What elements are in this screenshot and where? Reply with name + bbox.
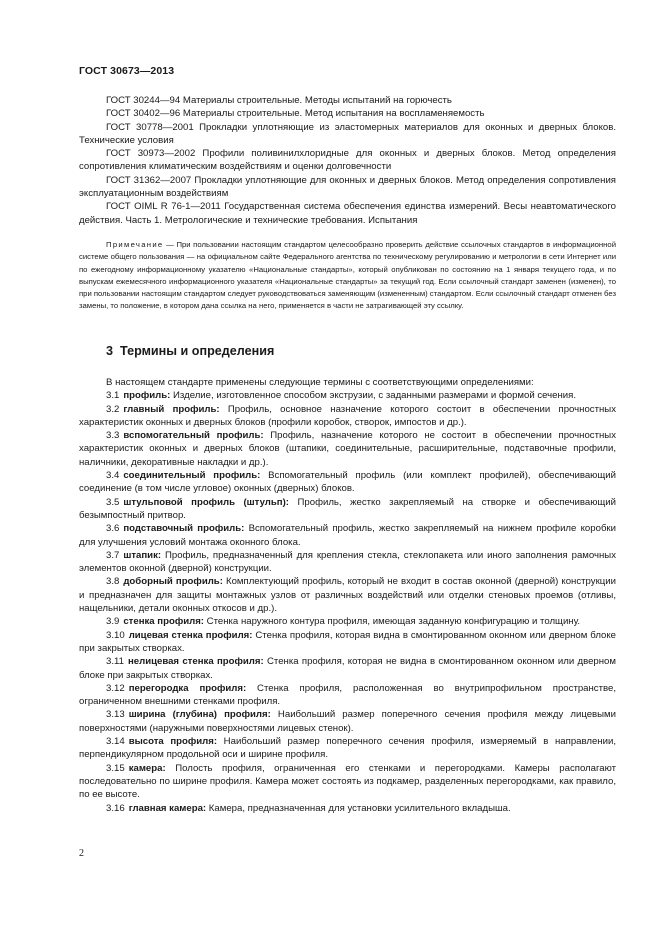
reference-item: ГОСТ 31362—2007 Прокладки уплотняющие для оконных и дверных блоков. Метод определения сопротивления эксплуатационным воздействиям: [79, 174, 616, 200]
term-definition: Комплектующий профиль, который не входит в состав оконной (дверной) конструкции и предназначен для защиты монтажных узлов от различных воздействий или отделки стеновых проемов (отливы, нащельники, детали оконных откосов и др.).: [79, 576, 616, 615]
note-block: [79, 239, 616, 313]
reference-item: ГОСТ 30402—96 Материалы строительные. Метод испытания на воспламеняемость: [106, 108, 485, 120]
term-item: [79, 389, 616, 402]
normative-references: [79, 94, 616, 227]
term-definition: Профиль, жестко закрепляемый на створке и обеспечивающий безымпостный притвор.: [79, 496, 617, 521]
term-name: главная камера:: [128, 802, 207, 814]
term-name: вспомогательный профиль:: [123, 430, 264, 442]
term-number: 3.15: [106, 762, 125, 774]
term-definition: Профиль, основное назначение которого состоит в обеспечении прочностных характеристик оконных и дверных блоков (профили коробок, створок, импостов и др.).: [79, 403, 616, 428]
term-definition: Стенка наружного контура профиля, имеющая заданную конфигурацию и толщину.: [204, 616, 581, 628]
term-number: 3.16: [106, 802, 125, 814]
term-item: [79, 469, 616, 496]
term-name: перегородка профиля:: [128, 682, 247, 694]
terms-intro: В настоящем стандарте применены следующие термины с соответствующими определениями:: [106, 377, 534, 388]
term-number: 3.13: [106, 709, 125, 721]
term-number: 3.2: [106, 403, 120, 415]
section-number: 3: [106, 344, 114, 358]
term-definition: Наибольший размер поперечного сечения профиля, измеряемый в направлении, перпендикулярном продольной оси и ширине профиля.: [79, 736, 616, 761]
term-definition: Полость профиля, ограниченная его стенками и перегородками. Камеры располагают последовательно по ширине профиля. Камера может состоять из подкамер, разделенных перегородками, как правило, по ее высоте.: [79, 762, 616, 801]
term-item: [79, 762, 616, 802]
term-number: 3.11: [106, 656, 124, 668]
term-definition: Изделие, изготовленное способом экструзии, с заданными размерами и формой сечения.: [170, 390, 577, 402]
term-definition: Профиль, назначение которого не состоит в обеспечении прочностных характеристик оконных и дверных блоков (штапики, соединительные, расширительные, подставочные профили, наличники, декоративные накладки и др.).: [79, 430, 616, 468]
term-item: [79, 429, 616, 469]
term-name: высота профиля:: [128, 736, 218, 748]
term-item: [79, 802, 616, 815]
term-item: [79, 735, 616, 762]
term-number: 3.10: [106, 629, 125, 641]
term-item: [79, 549, 616, 576]
term-name: ширина (глубина) профиля:: [128, 709, 271, 721]
term-name: штапик:: [123, 549, 162, 561]
note-text: — При пользовании настоящим стандартом целесообразно проверить действие ссылочных стандартов в информационной системе общего пользования — на официальном сайте Федерального агентства по техническому регулированию и метрологии в сети Интернет или по ежегодному информационному указателю «Национальные стандарты», который опубликован по состоянию на 1 января текущего года, и по выпускам ежемесячного информационного указателя «Национальные стандарты» за текущий год. Если ссылочный стандарт заменен (изменен), то при пользовании настоящим стандартом следует руководствоваться заменяющим (измененным) стандартом. Если ссылочный стандарт отменен без замены, то положение, в котором дана ссылка на него, применяется в части не затрагивающей эту ссылку.: [79, 240, 616, 311]
term-definition: Камера, предназначенная для установки усилительного вкладыша.: [206, 802, 511, 814]
term-item: [79, 575, 616, 615]
term-item: [79, 682, 616, 709]
term-item: [79, 708, 616, 735]
note-lead: Примечание: [106, 240, 164, 249]
term-name: подставочный профиль:: [123, 523, 245, 535]
term-number: 3.3: [106, 430, 120, 442]
term-number: 3.5: [106, 496, 120, 508]
term-item: [79, 403, 616, 430]
term-definition: Стенка профиля, которая видна в смонтированном оконном или дверном блоке при закрытых створках.: [79, 629, 616, 654]
page-number: 2: [79, 848, 84, 859]
term-definition: Наибольший размер поперечного сечения профиля между лицевыми поверхностями (наружными поверхностями лицевых стенок).: [79, 709, 616, 734]
reference-item: ГОСТ 30244—94 Материалы строительные. Методы испытаний на горючесть: [106, 95, 452, 106]
term-number: 3.14: [106, 736, 125, 748]
term-definition: Стенка профиля, расположенная во внутрипрофильном пространстве, ограниченном внешними стенками профиля.: [79, 682, 616, 708]
term-number: 3.9: [106, 616, 120, 628]
term-definition: Вспомогательный профиль (или комплект профилей), обеспечивающий соединение (в том числе угловое) оконных (дверных) блоков.: [79, 470, 616, 495]
term-item: [79, 655, 616, 682]
term-name: стенка профиля:: [123, 616, 205, 628]
term-definition: Стенка профиля, которая не видна в смонтированном оконном или дверном блоке при закрытых створках.: [79, 656, 616, 681]
note-paragraph: [79, 239, 616, 313]
document-header: ГОСТ 30673—2013: [79, 65, 175, 77]
term-number: 3.1: [106, 390, 120, 402]
term-name: лицевая стенка профиля:: [128, 629, 253, 641]
term-definition: Вспомогательный профиль, жестко закрепляемый на нижнем профиле коробки для улучшения условий монтажа оконного блока.: [79, 523, 616, 548]
term-definition: Профиль, предназначенный для крепления стекла, стеклопакета или иного заполнения рамочных элементов оконной (дверной) конструкции.: [79, 549, 616, 575]
term-name: профиль:: [123, 390, 171, 402]
term-item: [79, 615, 616, 628]
term-name: камера:: [128, 762, 166, 774]
reference-item: ГОСТ OIML R 76-1—2011 Государственная система обеспечения единства измерений. Весы неавтоматического действия. Часть 1. Метрологические и технические требования. Испытания: [79, 201, 616, 226]
term-name: соединительный профиль:: [123, 470, 261, 482]
term-item: [79, 629, 616, 656]
term-number: 3.8: [106, 576, 120, 588]
term-number: 3.4: [106, 470, 120, 482]
term-number: 3.7: [106, 549, 120, 561]
terms-list: [79, 376, 616, 815]
term-item: [79, 522, 616, 549]
term-name: доборный профиль:: [123, 576, 223, 588]
term-name: штульповой профиль (штульп):: [123, 496, 289, 508]
term-name: нелицевая стенка профиля:: [127, 656, 264, 668]
term-number: 3.6: [106, 523, 120, 535]
section-heading: [106, 344, 274, 358]
term-name: главный профиль:: [123, 403, 220, 415]
term-item: [79, 496, 616, 523]
reference-item: ГОСТ 30973—2002 Профили поливинилхлоридные для оконных и дверных блоков. Метод определения сопротивления климатическим воздействиям и оценки долговечности: [79, 148, 616, 173]
term-number: 3.12: [106, 682, 125, 694]
reference-item: ГОСТ 30778—2001 Прокладки уплотняющие из эластомерных материалов для оконных и дверных блоков. Технические условия: [79, 121, 616, 146]
section-title: Термины и определения: [120, 344, 275, 358]
